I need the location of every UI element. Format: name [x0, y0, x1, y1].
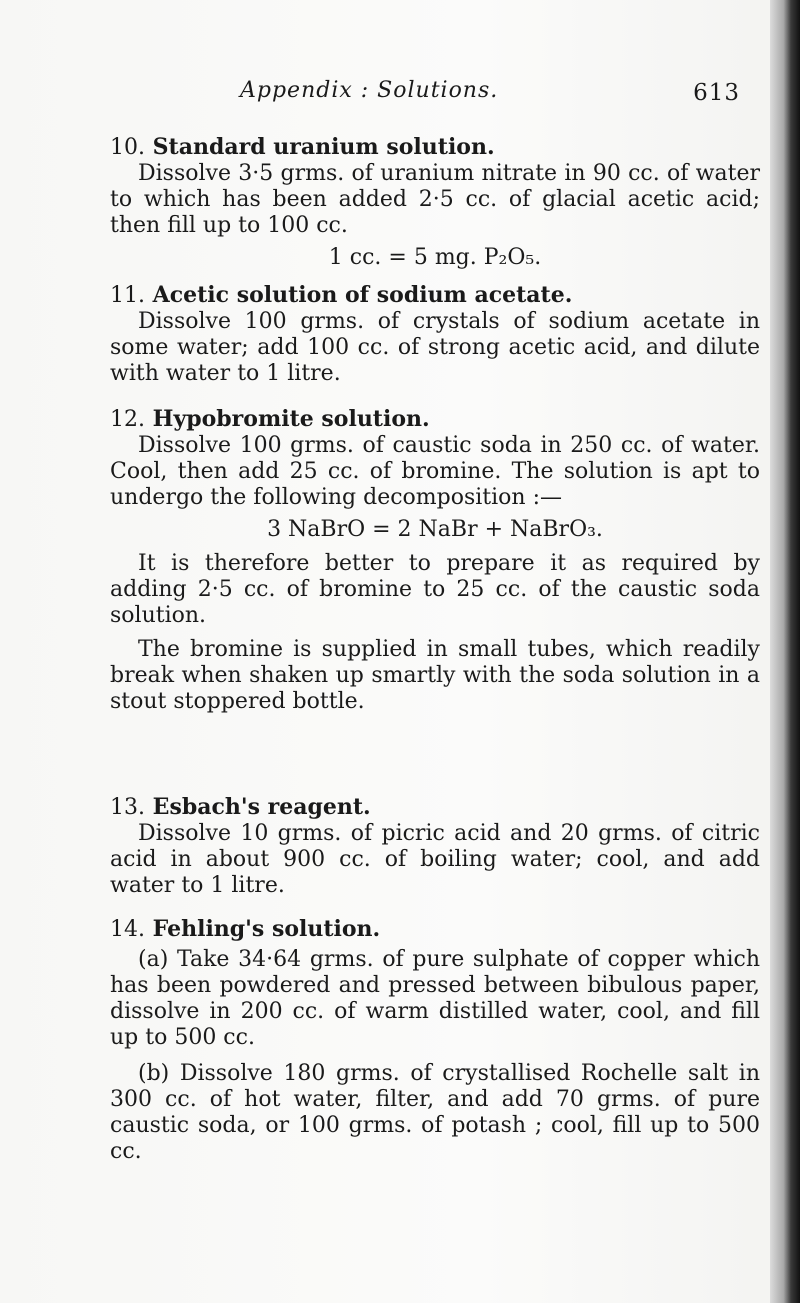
- paragraph: The bromine is supplied in small tubes, which readily break when shaken up smartly with the soda solution in a stout stoppered bottle.: [110, 637, 760, 714]
- paragraph: Dissolve 3·5 grms. of uranium nitrate in 90 cc. of water to which has been added 2·5 cc. of glacial acetic acid; then fill up to 100 cc.: [110, 161, 760, 238]
- section-number: 12.: [110, 407, 145, 432]
- section-heading: [110, 282, 760, 309]
- section-heading: [110, 794, 760, 821]
- section-number: 11.: [110, 283, 145, 308]
- section-title: Hypobromite solution.: [152, 406, 430, 432]
- section-title: Fehling's solution.: [152, 916, 381, 942]
- section-11: [110, 268, 760, 387]
- formula: 1 cc. = 5 mg. P₂O₅.: [328, 245, 542, 270]
- paragraph: It is therefore better to prepare it as required by adding 2·5 cc. of bromine to 25 cc. of the caustic soda solution.: [110, 551, 760, 628]
- page-number: 613: [693, 80, 740, 106]
- section-heading: [110, 134, 760, 161]
- paragraph: (a) Take 34·64 grms. of pure sulphate of copper which has been powdered and pressed between bibulous paper, dissolve in 200 cc. of warm distilled water, cool, and fill up to 500 cc.: [110, 947, 760, 1050]
- paragraph: Dissolve 10 grms. of picric acid and 20 grms. of citric acid in about 900 cc. of boiling water; cool, and add water to 1 litre.: [110, 821, 760, 898]
- paragraph: (b) Dissolve 180 grms. of crystallised Rochelle salt in 300 cc. of hot water, filter, and add 70 grms. of pure caustic soda, or 100 grms. of potash ; cool, fill up to 500 cc.: [110, 1061, 760, 1164]
- section-title: Acetic solution of sodium acetate.: [152, 282, 573, 308]
- section-number: 10.: [110, 135, 145, 160]
- running-header: [240, 78, 740, 106]
- section-title: Standard uranium solution.: [152, 134, 495, 160]
- section-heading: [110, 406, 760, 433]
- section-12: [110, 392, 760, 715]
- page-binding-edge: [770, 0, 800, 1303]
- section-title: Esbach's reagent.: [152, 794, 371, 820]
- section-number: 13.: [110, 795, 145, 820]
- header-title: Appendix : Solutions.: [240, 78, 499, 103]
- paragraph: Dissolve 100 grms. of caustic soda in 250 cc. of water. Cool, then add 25 cc. of bromine. The solution is apt to undergo the following decomposition :—: [110, 433, 760, 510]
- section-14: [110, 902, 760, 1165]
- section-heading: [110, 916, 760, 943]
- paragraph: Dissolve 100 grms. of crystals of sodium acetate in some water; add 100 cc. of strong acetic acid, and dilute with water to 1 litre.: [110, 309, 760, 386]
- section-10: [110, 120, 760, 279]
- formula: 3 NaBrO = 2 NaBr + NaBrO₃.: [267, 517, 603, 542]
- section-13: [110, 780, 760, 899]
- section-number: 14.: [110, 917, 145, 942]
